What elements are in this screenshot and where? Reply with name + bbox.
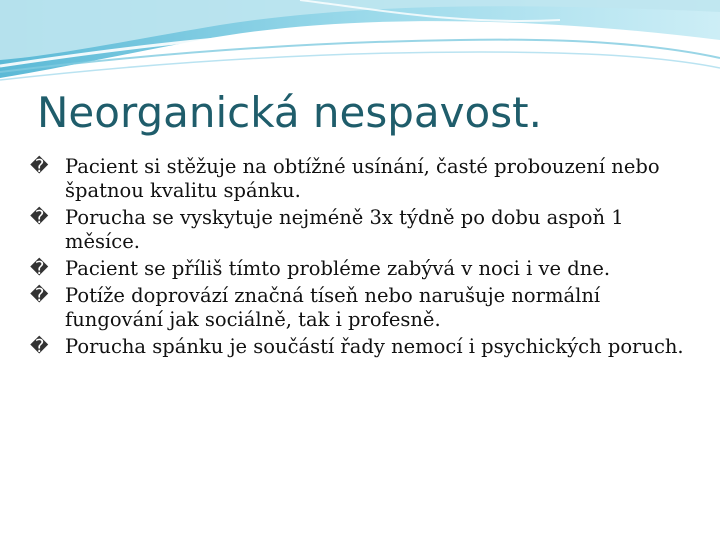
list-item	[30, 257, 690, 281]
bullet-marker-icon: �	[30, 258, 49, 279]
list-item	[30, 284, 690, 332]
bullet-marker-icon: �	[30, 156, 49, 177]
bullet-text: Porucha se vyskytuje nejméně 3x týdně po dobu aspoň 1 měsíce.	[65, 206, 624, 253]
list-item	[30, 155, 690, 203]
list-item	[30, 335, 690, 359]
bullet-text: Pacient se příliš tímto probléme zabývá v noci i ve dne.	[65, 257, 611, 280]
bullet-text: Porucha spánku je součástí řady nemocí i psychických poruch.	[65, 335, 684, 358]
bullet-marker-icon: �	[30, 285, 49, 306]
bullet-marker-icon: �	[30, 336, 49, 357]
bullet-text: Pacient si stěžuje na obtížné usínání, časté probouzení nebo špatnou kvalitu spánku.	[65, 155, 660, 202]
header-wave-decoration	[0, 0, 720, 90]
bullet-text: Potíže doprovází značná tíseň nebo narušuje normální fungování jak sociálně, tak i profesně.	[65, 284, 601, 331]
slide-title: Neorganická nespavost.	[37, 88, 542, 137]
bullet-marker-icon: �	[30, 207, 49, 228]
list-item	[30, 206, 690, 254]
bullet-list	[30, 155, 690, 362]
